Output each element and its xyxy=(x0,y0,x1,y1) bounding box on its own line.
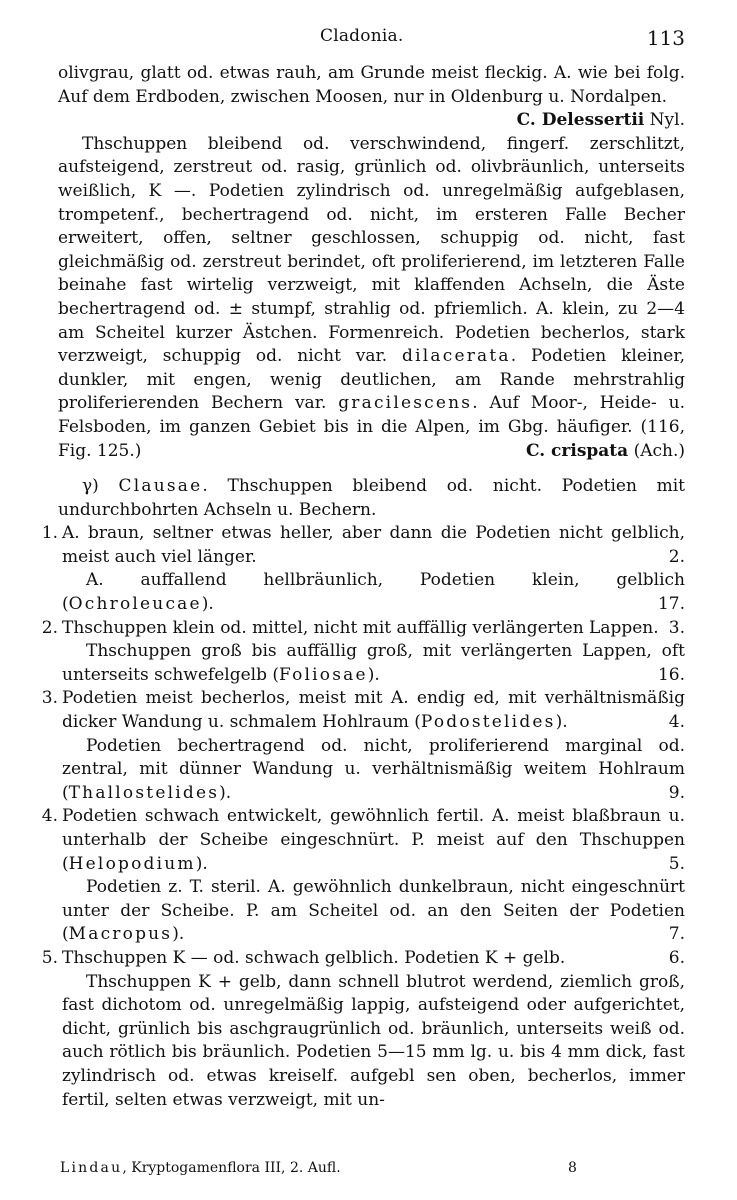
key-text: Thschuppen K — od. schwach gelblich. Podetien K + gelb. xyxy=(62,947,566,968)
key-text: ). xyxy=(367,664,380,685)
group-name: Thallostelides xyxy=(68,782,220,803)
key-text: Podetien schwach entwickelt, gewöhnlich fertil. A. meist blaßbraun u. unterhalb der Scheibe eingeschnürt. P. meist auf den Thschuppen ( xyxy=(62,806,685,874)
key-number: 5. xyxy=(41,947,58,968)
paragraph-text: Thschuppen bleibend od. verschwindend, fingerf. zerschlitzt, aufsteigend, zerstreut od. rasig, grünlich od. olivbräunlich, unterseits weißlich, K —. Podetien zylindrisch od. unregelmäßig aufgeblasen, trompetenf., bechertragend od. nicht, im ersteren Falle Becher erweitert, offen, seltner geschlossen, schuppig od. nicht, fast gleichmäßig od. zerstreut berindet, oft proliferierend, im letzteren Falle beinahe fast wirtelig verzweigt, mit klaffenden Achseln, die Äste bechertragend od. ± stumpf, strahlig od. pfriemlich. A. klein, zu 2—4 am Scheitel kurzer Ästchen. Formenreich. Podetien becherlos, stark verzweigt, schuppig od. nicht var. xyxy=(58,133,685,367)
key-text: Thschuppen groß bis auffällig groß, mit verlängerten Lappen, oft unterseits schwefelgelb ( xyxy=(62,641,685,685)
key-entry xyxy=(62,569,685,616)
paragraph-text: . Auf Moor-, Heide- u. Felsboden, im ganzen Gebiet bis in die Alpen, im Gbg. häufiger. (116, Fig. 125.) xyxy=(58,393,685,461)
key-text: A. braun, seltner etwas heller, aber dann die Podetien nicht gelblich, meist auch viel länger. xyxy=(62,523,685,567)
greek-marker: γ) xyxy=(82,476,99,497)
species-author: (Ach.) xyxy=(633,440,685,461)
paragraph-text: . Thschuppen bleibend od. nicht. Podetien mit undurchbohrten Achseln u. Bechern. xyxy=(58,476,686,520)
key-lead: 6. xyxy=(668,947,685,968)
species-name: C. crispata xyxy=(525,440,629,461)
paragraph-text: olivgrau, glatt od. etwas rauh, am Grunde meist fleckig. A. wie bei folg. Auf dem Erdboden, zwischen Moosen, nur in Oldenburg u. Nordalpen. xyxy=(58,63,685,107)
paragraph-delessertii xyxy=(58,62,685,131)
key-text: A. auffallend hellbräunlich, Podetien klein, gelblich ( xyxy=(62,570,685,615)
key-entry xyxy=(41,522,685,569)
running-title: Cladonia. xyxy=(320,26,404,46)
paragraph-crispata xyxy=(58,133,685,463)
group-name: Foliosae xyxy=(279,664,368,685)
key-lead: 5. xyxy=(668,853,685,874)
key-text: Thschuppen K + gelb, dann schnell blutrot werdend, ziemlich groß, fast dichotom od. unregelmäßig lappig, aufsteigend oder aufgerichtet, dicht, grünlich bis aschgraugrünlich od. bräunlich, unterseits weiß od. auch rötlich bis bräunlich. Podetien 5—15 mm lg. u. bis 4 mm dick, fast zylindrisch od. etwas kreiself. aufgebl sen oben, becherlos, immer fertil, selten etwas verzweigt, mit un- xyxy=(62,971,685,1110)
footer-author: Lindau xyxy=(60,1160,123,1176)
key-entry xyxy=(41,617,685,641)
key-text: ). xyxy=(201,594,214,615)
key-entry xyxy=(41,687,685,734)
paragraph-text: . Podetien kleiner, dunkler, mit engen, wenig deutlichen, am Rande mehrstrahlig proliferierenden Bechern var. xyxy=(58,346,685,414)
group-name: Helopodium xyxy=(68,853,196,874)
key-entry xyxy=(62,640,685,687)
species-name: C. Delessertii xyxy=(516,110,645,131)
key-number: 1. xyxy=(41,523,58,544)
key-lead: 4. xyxy=(668,712,685,733)
key-text: Thschuppen klein od. mittel, nicht mit auffällig verlängerten Lappen. xyxy=(62,617,659,638)
group-name: Ochroleucae xyxy=(68,594,202,615)
species-author: Nyl. xyxy=(649,110,685,131)
section-name: Clausae xyxy=(118,476,203,497)
key-entry xyxy=(41,947,685,971)
group-name: Podostelides xyxy=(420,712,556,733)
variety-name: gracilescens xyxy=(338,393,473,414)
key-lead: 17. xyxy=(657,594,685,615)
key-number: 2. xyxy=(41,617,58,638)
key-lead: 7. xyxy=(668,924,685,945)
page-header xyxy=(60,18,685,48)
page-body xyxy=(41,62,686,1112)
footer-title: , Kryptogamenflora III, 2. Aufl. xyxy=(122,1160,341,1176)
key-lead: 2. xyxy=(668,546,685,567)
key-lead: 16. xyxy=(657,664,685,685)
identification-key xyxy=(41,522,685,1112)
key-entry xyxy=(62,876,685,947)
page-number: 113 xyxy=(646,26,685,50)
key-lead: 9. xyxy=(668,782,685,803)
key-number: 3. xyxy=(41,688,58,709)
key-text: ). xyxy=(172,924,185,945)
key-entry xyxy=(41,805,685,876)
key-entry xyxy=(62,971,685,1113)
page-footer xyxy=(60,1160,685,1176)
key-text: Podetien meist becherlos, meist mit A. endig ed, mit verhältnismäßig dicker Wandung u. schmalem Hohlraum ( xyxy=(62,688,685,733)
key-entry xyxy=(62,735,685,806)
key-text: ). xyxy=(195,853,208,874)
key-text: Podetien bechertragend od. nicht, proliferierend marginal od. zentral, mit dünner Wandung u. verhältnismäßig weitem Hohlraum ( xyxy=(62,735,685,803)
signature-mark: 8 xyxy=(568,1160,577,1176)
key-text: ). xyxy=(219,782,232,803)
key-number: 4. xyxy=(41,806,58,827)
group-name: Macropus xyxy=(68,924,173,945)
key-text: ). xyxy=(555,712,568,733)
section-clausae xyxy=(58,475,685,522)
key-lead: 3. xyxy=(668,617,685,638)
variety-name: dilacerata xyxy=(402,346,511,367)
key-text: Podetien z. T. steril. A. gewöhnlich dunkelbraun, nicht eingeschnürt unter der Scheibe. P. am Scheitel od. an den Seiten der Podetien ( xyxy=(62,877,685,945)
